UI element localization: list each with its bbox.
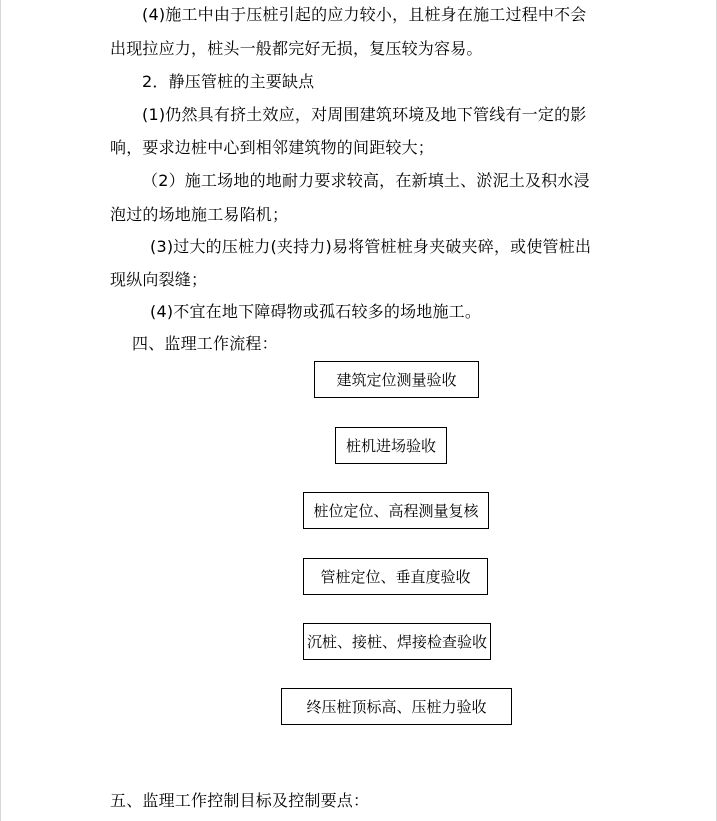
flow-step-box: 终压桩顶标高、压桩力验收 <box>281 688 512 725</box>
section-heading: 四、监理工作流程： <box>132 334 278 353</box>
paragraph-line: （2）施工场地的地耐力要求较高，在新填土、淤泥土及积水浸 <box>142 171 590 190</box>
paragraph-line: 现纵向裂缝； <box>110 270 208 289</box>
flow-step-box: 管桩定位、垂直度验收 <box>303 558 488 595</box>
paragraph-line: (1)仍然具有挤土效应，对周围建筑环境及地下管线有一定的影 <box>142 105 587 124</box>
paragraph-line: 出现拉应力，桩头一般都完好无损，复压较为容易。 <box>110 39 483 58</box>
section-subheading: 2．静压管桩的主要缺点 <box>142 72 315 91</box>
paragraph-line: (3)过大的压桩力(夹持力)易将管桩桩身夹破夹碎，或使管桩出 <box>150 237 592 256</box>
flow-step-box: 建筑定位测量验收 <box>314 361 479 398</box>
paragraph-line: 响，要求边桩中心到相邻建筑物的间距较大； <box>110 138 435 157</box>
flow-step-box: 桩机进场验收 <box>335 427 447 464</box>
flow-step-box: 桩位定位、高程测量复核 <box>303 492 489 529</box>
paragraph-line: (4)不宜在地下障碍物或孤石较多的场地施工。 <box>150 302 482 321</box>
section-heading: 五、监理工作控制目标及控制要点： <box>110 791 370 810</box>
paragraph-line: (4)施工中由于压桩引起的应力较小，且桩身在施工过程中不会 <box>142 5 587 24</box>
paragraph-line: 泡过的场地施工易陷机； <box>110 205 289 224</box>
flow-step-box: 沉桩、接桩、焊接检查验收 <box>303 623 491 660</box>
page-left-edge <box>0 0 1 821</box>
